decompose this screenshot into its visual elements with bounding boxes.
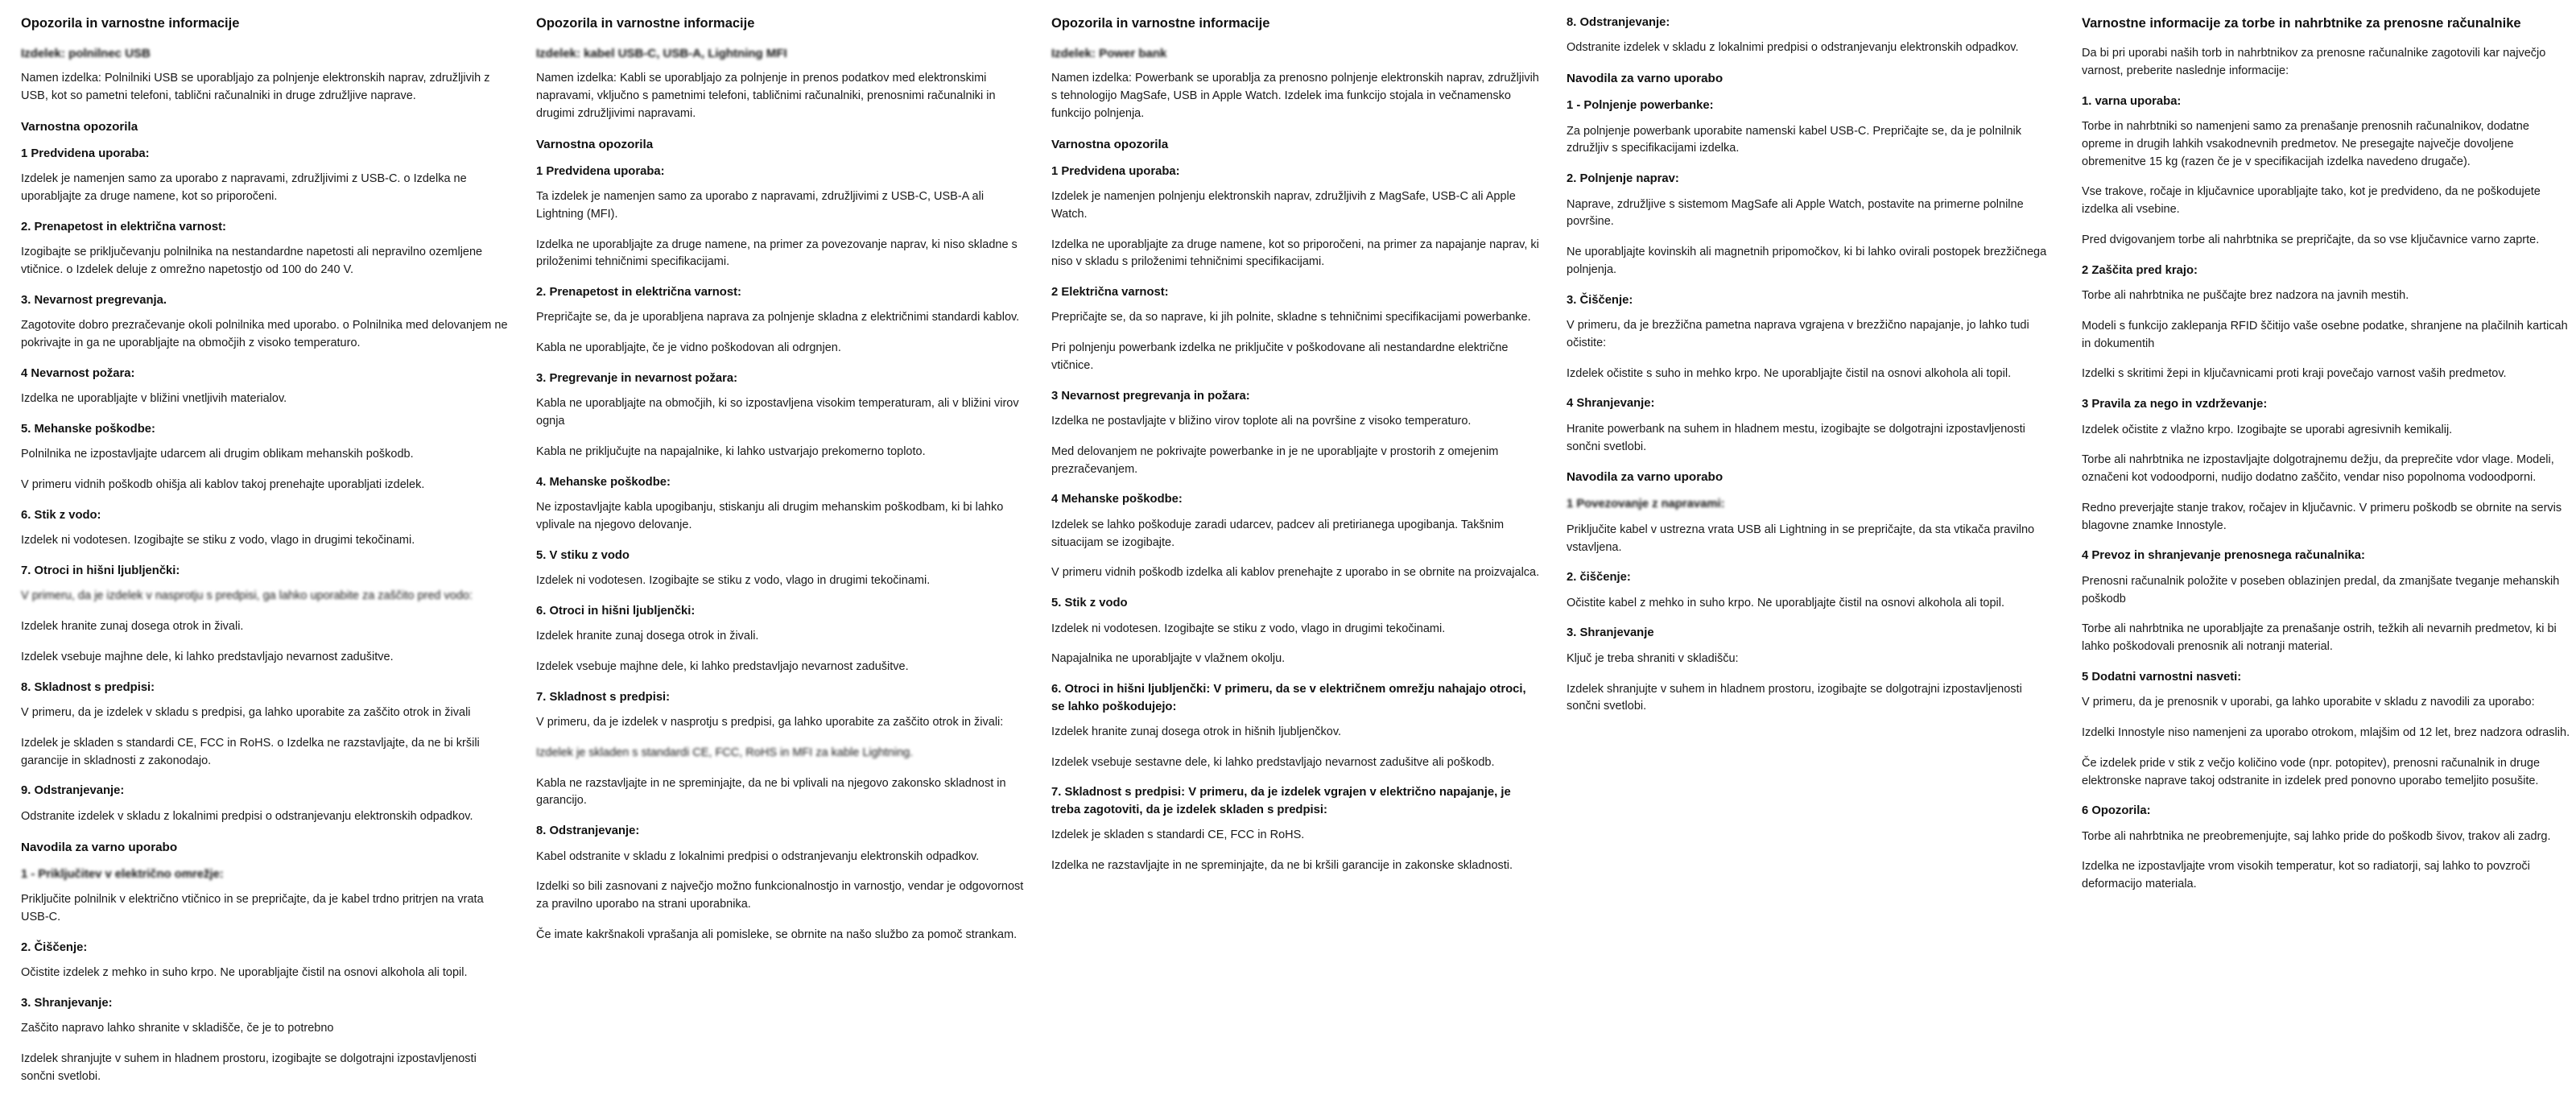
paragraph: Izdelka ne izpostavljajte vrom visokih temperatur, kot so radiatorji, saj lahko to povzroči deformacijo materiala. (2082, 860, 2530, 891)
paragraph-text: V primeru, da je izdelek v nasprotju s predpisi, ga lahko uporabite za zaščito pred vodo: (21, 589, 473, 603)
paragraph: Izdelek je namenjen polnjenju elektronskih naprav, združljivih z MagSafe, USB-C ali Apple Watch. (1051, 190, 1516, 221)
item-heading: 8. Skladnost s predpisi: (21, 680, 155, 694)
paragraph: Naprave, združljive s sistemom MagSafe ali Apple Watch, postavite na primerne polnilne površine. (1567, 197, 2024, 229)
paragraph: Izdelek ni vodotesen. Izogibajte se stiku z vodo, vlago in drugimi tekočinami. (21, 534, 415, 547)
paragraph: Izdelek je namenjen samo za uporabo z napravami, združljivimi z USB-C. o Izdelka ne uporabljajte za druge namene, kot so priporočeni. (21, 172, 467, 203)
paragraph: Očistite kabel z mehko in suho krpo. Ne uporabljajte čistil na osnovi alkohola ali topil. (1567, 596, 2005, 609)
item-heading: 3 Nevarnost pregrevanja in požara: (1051, 389, 1250, 403)
paragraph: Izdelka ne razstavljajte in ne spreminjajte, da ne bi kršili garancije in zakonske skladnosti. (1051, 859, 1513, 873)
paragraph: V primeru, da je brezžična pametna naprava vgrajena v brezžično napajanje, jo lahko tudi očistite: (1567, 319, 2029, 349)
column-title: Opozorila in varnostne informacije (536, 16, 755, 31)
paragraph: Prepričajte se, da so naprave, ki jih polnite, skladne s tehničnimi specifikacijami powerbanke. (1051, 311, 1531, 324)
paragraph: Torbe ali nahrbtnika ne uporabljajte za prenašanje ostrih, težkih ali nevarnih predmetov, ki bi lahko poškodovali prenosnik ali notranji material. (2082, 622, 2557, 654)
item-heading: 3. Shranjevanje (1567, 626, 1654, 640)
paragraph: Izdelka ne postavljajte v bližino virov toplote ali na površine z visoko temperaturo. (1051, 415, 1472, 428)
paragraph: Pred dvigovanjem torbe ali nahrbtnika se prepričajte, da so vse ključavnice varno zaprte. (2082, 233, 2540, 246)
paragraph: Pri polnjenju powerbank izdelka ne priključite v poškodovane ali nestandardne električne vtičnice. (1051, 341, 1509, 372)
paragraph: Modeli s funkcijo zaklepanja RFID ščitijo vaše osebne podatke, shranjene na plačilnih karticah in dokumentih (2082, 319, 2568, 350)
item-heading: 9. Odstranjevanje: (21, 784, 125, 798)
item-heading: 3. Shranjevanje: (21, 996, 113, 1010)
paragraph: Očistite izdelek z mehko in suho krpo. Ne uporabljajte čistil na osnovi alkohola ali topil. (21, 966, 468, 980)
paragraph: Ključ je treba shraniti v skladišču: (1567, 651, 1739, 665)
paragraph: Zaščito napravo lahko shranite v skladišče, če je to potrebno (21, 1022, 334, 1035)
item-heading: 8. Odstranjevanje: (536, 824, 640, 838)
paragraph: Prenosni računalnik položite v poseben oblazinjen predal, da zmanjšate tveganje mehanskih poškodb (2082, 574, 2560, 605)
paragraph: Torbe ali nahrbtnika ne puščajte brez nadzora na javnih mestih. (2082, 289, 2409, 303)
item-heading: 3. Nevarnost pregrevanja. (21, 293, 167, 307)
column-title: Varnostne informacije za torbe in nahrbtnike za prenosne računalnike (2082, 16, 2521, 31)
item-heading: 7. Otroci in hišni ljubljenčki: (21, 564, 180, 578)
item-heading: 2. Prenapetost in električna varnost: (536, 286, 741, 299)
paragraph: V primeru, da je izdelek v nasprotju s predpisi, ga lahko uporabite za zaščito otrok in živali: (536, 716, 1004, 729)
paragraph: Ne izpostavljajte kabla upogibanju, stiskanju ali drugim mehanskim poškodbam, ki bi lahko vplivale na njegovo delovanje. (536, 501, 1004, 531)
paragraph: Izdelka ne uporabljajte za druge namene, kot so priporočeni, na primer za napajanje naprav, ki niso v skladu s priloženimi tehničnimi specifikacijami. (1051, 238, 1539, 269)
paragraph: Če imate kakršnakoli vprašanja ali pomisleke, se obrnite na našo službo za pomoč strankam. (536, 928, 1018, 941)
item-heading: 6. Otroci in hišni ljubljenčki: V primeru, da se v električnem omrežju nahajajo otroci, se lahko poškodujejo: (1051, 683, 1526, 713)
paragraph: Namen izdelka: Powerbank se uporablja za prenosno polnjenje elektronskih naprav, združljivih s tehnologijo MagSafe, USB in Apple Watch. Izdelek ima funkcijo stojala in večnamensko funkcijo polnjenja. (1051, 72, 1539, 120)
paragraph: Če izdelek pride v stik z večjo količino vode (npr. potopitev), prenosni računalnik in druge elektronske naprave takoj odstranite in izdelek pred ponovno uporabo temeljito posušite. (2082, 756, 2541, 787)
paragraph: Izdelek vsebuje majhne dele, ki lahko predstavljajo nevarnost zadušitve. (536, 660, 909, 674)
paragraph: Vse trakove, ročaje in ključavnice uporabljajte tako, kot je predvideno, da ne poškodujete izdelka ali vsebine. (2082, 185, 2541, 217)
paragraph: V primeru, da je prenosnik v uporabi, ga lahko uporabite v skladu z navodili za uporabo: (2082, 696, 2535, 709)
item-heading: 4 Prevoz in shranjevanje prenosnega računalnika: (2082, 549, 2365, 563)
paragraph: Izdelki Innostyle niso namenjeni za uporabo otrokom, mlajšim od 12 let, brez nadzora odraslih. (2082, 726, 2570, 740)
section-heading: Navodila za varno uporabo (1567, 470, 1724, 485)
paragraph: V primeru vidnih poškodb ohišja ali kablov takoj prenehajte uporabljati izdelek. (21, 478, 425, 492)
document-column-3 (1043, 14, 1558, 888)
paragraph: Izdelek hranite zunaj dosega otrok in hišnih ljubljenčkov. (1051, 725, 1342, 738)
paragraph: Izdelek vsebuje sestavne dele, ki lahko predstavljajo nevarnost zadušitve ali poškodb. (1051, 755, 1495, 769)
paragraph: Namen izdelka: Kabli se uporabljajo za polnjenje in prenos podatkov med elektronskimi napravami, vključno s pametnimi telefoni, tabličnimi računalniki, prenosnimi računalniki in drugimi združljivimi napravami. (536, 72, 996, 120)
paragraph: Da bi pri uporabi naših torb in nahrbtnikov za prenosne računalnike zagotovili kar največjo varnost, preberite naslednje informacije: (2082, 47, 2546, 78)
paragraph: Hranite powerbank na suhem in hladnem mestu, izogibajte se dolgotrajni izpostavljenosti sončni svetlobi. (1567, 422, 2025, 453)
paragraph: Torbe ali nahrbtnika ne izpostavljajte dolgotrajnemu dežju, da preprečite vdor vlage. Modeli, označeni kot vodoodporni, nudijo dodatno zaščito, vendar niso popolnoma vodoodporni. (2082, 453, 2554, 485)
section-heading: Navodila za varno uporabo (21, 840, 178, 854)
item-heading: 7. Skladnost s predpisi: (536, 690, 671, 704)
item-heading: 1 Predvidena uporaba: (1051, 164, 1180, 178)
section-heading: Navodila za varno uporabo (1567, 72, 1724, 86)
item-heading: 1. varna uporaba: (2082, 94, 2182, 108)
item-heading: 1 Predvidena uporaba: (21, 147, 150, 160)
paragraph: Ne uporabljajte kovinskih ali magnetnih pripomočkov, ki bi lahko ovirali postopek brezžičnega polnjenja. (1567, 246, 2047, 276)
paragraph: Izdelek ni vodotesen. Izogibajte se stiku z vodo, vlago in drugimi tekočinami. (536, 574, 931, 588)
paragraph: Odstranite izdelek v skladu z lokalnimi predpisi o odstranjevanju elektronskih odpadkov. (21, 809, 473, 823)
product-subtitle-text: Izdelek: kabel USB-C, USB-A, Lightning MFI (536, 47, 787, 61)
item-heading: 4 Mehanske poškodbe: (1051, 493, 1183, 506)
paragraph: Izdelek je skladen s standardi CE, FCC in RoHS. (1051, 828, 1305, 842)
paragraph: Izdelek vsebuje majhne dele, ki lahko predstavljajo nevarnost zadušitve. (21, 650, 394, 663)
paragraph: Izdelek hranite zunaj dosega otrok in živali. (21, 620, 244, 634)
item-heading: 5. Stik z vodo (1051, 597, 1128, 610)
document-column-4 (1558, 14, 2074, 729)
item-heading: 6 Opozorila: (2082, 804, 2151, 818)
item-heading (1567, 496, 2056, 513)
item-heading: 3. Pregrevanje in nevarnost požara: (536, 371, 737, 385)
section-heading: Varnostna opozorila (536, 137, 654, 151)
paragraph: Izdelka ne uporabljajte za druge namene, na primer za povezovanje naprav, ki niso skladne s priloženimi tehničnimi specifikacijami. (536, 238, 1018, 269)
item-heading: 3. Čiščenje: (1567, 293, 1633, 307)
item-heading (21, 866, 510, 883)
paragraph: Izdelek hranite zunaj dosega otrok in živali. (536, 630, 759, 643)
paragraph: Napajalnika ne uporabljajte v vlažnem okolju. (1051, 652, 1286, 666)
item-heading: 4. Mehanske poškodbe: (536, 475, 671, 489)
paragraph: Izdelek očistite s suho in mehko krpo. Ne uporabljajte čistil na osnovi alkohola ali topil. (1567, 366, 2012, 380)
item-heading: 1 - Polnjenje powerbanke: (1567, 99, 1714, 113)
document-column-5 (2074, 14, 2576, 907)
item-heading: 1 Predvidena uporaba: (536, 164, 665, 178)
item-heading: 6. Stik z vodo: (21, 508, 101, 522)
item-heading: 2. Prenapetost in električna varnost: (21, 220, 226, 233)
paragraph: Prepričajte se, da je uporabljena naprava za polnjenje skladna z električnimi standardi kablov. (536, 311, 1020, 324)
paragraph: Za polnjenje powerbank uporabite namenski kabel USB-C. Prepričajte se, da je polnilnik združljiv s specifikacijami izdelka. (1567, 124, 2022, 155)
paragraph: Zagotovite dobro prezračevanje okoli polnilnika med uporabo. o Polnilnika med delovanjem ne pokrivajte in ga ne uporabljajte na območjih z visoko temperaturo. (21, 319, 508, 349)
paragraph: Namen izdelka: Polnilniki USB se uporabljajo za polnjenje elektronskih naprav, združljivih z USB, kot so pametni telefoni, tablični računalniki in druge združljive naprave. (21, 72, 490, 103)
product-subtitle (536, 45, 1026, 62)
paragraph: Kabla ne priključujte na napajalnike, ki lahko ustvarjajo prekomerno toploto. (536, 444, 926, 458)
section-heading: Varnostna opozorila (21, 119, 138, 134)
paragraph (536, 745, 1026, 762)
item-heading-text: 1 Povezovanje z napravami: (1567, 498, 1725, 511)
paragraph: V primeru, da je izdelek v skladu s predpisi, ga lahko uporabite za zaščito otrok in živali (21, 706, 471, 720)
section-heading: Varnostna opozorila (1051, 137, 1169, 151)
paragraph: Kabla ne uporabljajte, če je vidno poškodovan ali odrgnjen. (536, 341, 841, 355)
column-title: Opozorila in varnostne informacije (1051, 16, 1270, 31)
item-heading: 5 Dodatni varnostni nasveti: (2082, 670, 2242, 684)
paragraph: Ta izdelek je namenjen samo za uporabo z napravami, združljivimi z USB-C, USB-A ali Lightning (MFI). (536, 190, 985, 221)
paragraph: Izdelek shranjujte v suhem in hladnem prostoru, izogibajte se dolgotrajni izpostavljenosti sončni svetlobi. (21, 1052, 477, 1083)
item-heading: 8. Odstranjevanje: (1567, 16, 1670, 29)
item-heading: 2 Električna varnost: (1051, 286, 1169, 299)
item-heading: 5. Mehanske poškodbe: (21, 422, 155, 436)
paragraph: Priključite polnilnik v električno vtičnico in se prepričajte, da je kabel trdno pritrjen na vrata USB-C. (21, 893, 484, 923)
item-heading: 5. V stiku z vodo (536, 548, 630, 562)
paragraph: V primeru vidnih poškodb izdelka ali kablov prenehajte z uporabo in se obrnite na proizvajalca. (1051, 566, 1540, 580)
paragraph: Torbe in nahrbtniki so namenjeni samo za prenašanje prenosnih računalnikov, dodatne opreme in drugih lahkih vsakodnevnih predmetov. Ne presegajte največje dovoljene obremenitve 15 kg (razen če je v specifikacijah izdelka navedeno drugače). (2082, 120, 2529, 168)
document-column-2 (528, 14, 1043, 957)
paragraph: Torbe ali nahrbtnika ne preobremenjujte, saj lahko pride do poškodb šivov, trakov ali zadrg. (2082, 829, 2551, 843)
paragraph: Izdelka ne uporabljajte v bližini vnetljivih materialov. (21, 392, 287, 406)
paragraph: Izogibajte se priključevanju polnilnika na nestandardne napetosti ali nepravilno ozemljene vtičnice. o Izdelek deluje z omrežno napetostjo od 100 do 240 V. (21, 246, 483, 276)
paragraph: Izdelki so bili zasnovani z največjo možno funkcionalnostjo in varnostjo, vendar je odgovornost za pravilno uporabo na strani uporabnika. (536, 880, 1024, 911)
paragraph: Med delovanjem ne pokrivajte powerbanke in je ne uporabljajte v prostorih z omejenim prezračevanjem. (1051, 444, 1499, 476)
paragraph: Izdelek očistite z vlažno krpo. Izogibajte se uporabi agresivnih kemikalij. (2082, 423, 2453, 436)
paragraph: Izdelek se lahko poškoduje zaradi udarcev, padcev ali pretirianega upogibanja. Takšnim situacijam se izogibajte. (1051, 518, 1505, 549)
paragraph: Izdelek je skladen s standardi CE, FCC in RoHS. o Izdelka ne razstavljajte, da ne bi kršili garancije in skladnosti z zakonodajo. (21, 736, 480, 767)
paragraph: Odstranite izdelek v skladu z lokalnimi predpisi o odstranjevanju elektronskih odpadkov. (1567, 41, 2019, 55)
item-heading: 2. Polnjenje naprav: (1567, 172, 1679, 186)
paragraph: Polnilnika ne izpostavljajte udarcem ali drugim oblikam mehanskih poškodb. (21, 448, 414, 461)
paragraph (21, 588, 510, 605)
item-heading: 2. Čiščenje: (21, 940, 88, 954)
product-subtitle (21, 45, 510, 62)
paragraph-text: Izdelek je skladen s standardi CE, FCC, RoHS in MFI za kable Lightning. (536, 746, 914, 759)
paragraph: Izdelek ni vodotesen. Izogibajte se stiku z vodo, vlago in drugimi tekočinami. (1051, 622, 1446, 635)
item-heading-text: 1 - Priključitev v električno omrežje: (21, 867, 224, 881)
paragraph: Kabel odstranite v skladu z lokalnimi predpisi o odstranjevanju elektronskih odpadkov. (536, 849, 980, 863)
column-title: Opozorila in varnostne informacije (21, 16, 240, 31)
product-subtitle-text: Izdelek: polnilnec USB (21, 47, 151, 61)
paragraph: Izdelki s skritimi žepi in ključavnicami proti kraji povečajo varnost vaših predmetov. (2082, 367, 2507, 381)
item-heading: 7. Skladnost s predpisi: V primeru, da je izdelek vgrajen v električno napajanje, je treba zagotoviti, da je izdelek skladen s predpisi: (1051, 786, 1511, 816)
paragraph: Kabla ne uporabljajte na območjih, ki so izpostavljena visokim temperaturam, ali v bližini virov ognja (536, 397, 1019, 428)
product-subtitle-text: Izdelek: Power bank (1051, 47, 1167, 61)
item-heading: 4 Nevarnost požara: (21, 366, 135, 380)
paragraph: Priključite kabel v ustrezna vrata USB ali Lightning in se prepričajte, da sta vtikača pravilno vstavljena. (1567, 523, 2035, 554)
item-heading: 2 Zaščita pred krajo: (2082, 263, 2198, 277)
item-heading: 4 Shranjevanje: (1567, 397, 1655, 411)
paragraph: Izdelek shranjujte v suhem in hladnem prostoru, izogibajte se dolgotrajni izpostavljenosti sončni svetlobi. (1567, 682, 2022, 713)
document-column-1 (13, 14, 528, 1099)
item-heading: 6. Otroci in hišni ljubljenčki: (536, 604, 696, 618)
item-heading: 3 Pravila za nego in vzdrževanje: (2082, 398, 2268, 411)
product-subtitle (1051, 45, 1541, 62)
item-heading: 2. čiščenje: (1567, 571, 1631, 585)
paragraph: Redno preverjajte stanje trakov, ročajev in ključavnic. V primeru poškodb se obrnite na servis blagovne znamke Innostyle. (2082, 501, 2562, 532)
paragraph: Kabla ne razstavljajte in ne spreminjajte, da ne bi vplivali na njegovo zakonsko skladnost in garancijo. (536, 776, 1006, 808)
